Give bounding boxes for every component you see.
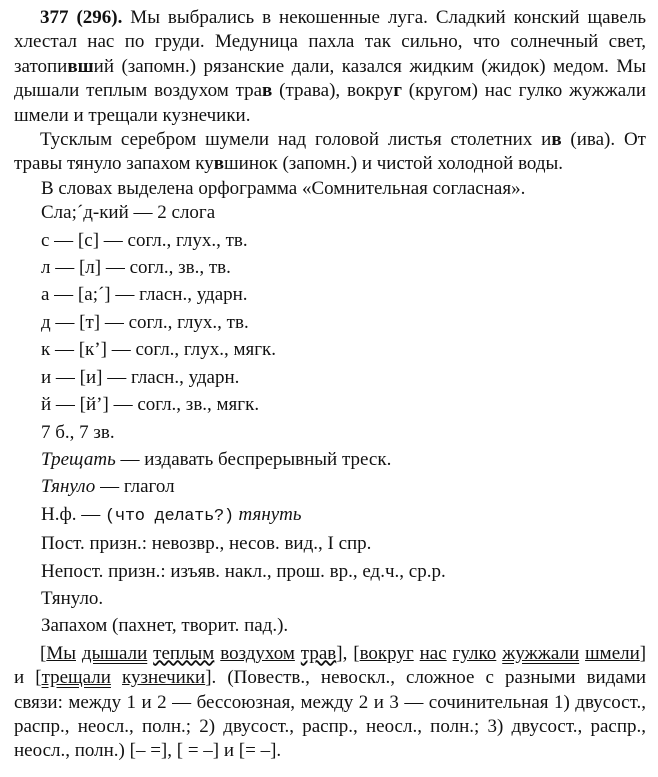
exercise-paragraph-1 [14, 6, 646, 128]
predicate: дышали [81, 642, 148, 664]
bracket: ] [639, 642, 647, 664]
exercise-paragraph-2 [14, 128, 646, 177]
part-of-speech: — глагол [95, 476, 175, 498]
phonetic-row: с — [с] — согл., глух., тв. [41, 229, 248, 251]
text-fragment: (ива). От травы тянуло запахом ку [14, 129, 646, 175]
highlighted-letters: в [213, 153, 225, 175]
morph-word: Тянуло [41, 476, 96, 498]
syntax-analysis [14, 642, 646, 764]
bracket: ] [205, 667, 212, 689]
phonetic-word: Сла;´д-кий — 2 слога [41, 202, 216, 224]
constant-signs: Пост. призн.: невозвр., несов. вид., I спр. [41, 533, 372, 555]
attribute: теплым [153, 642, 215, 664]
initial-form-label: Н.ф. — [41, 503, 106, 525]
noun-note: Запахом (пахнет, творит. пад.). [41, 615, 289, 637]
text-fragment: Тусклым серебром шумели над головой листья столетних и [40, 129, 552, 151]
phonetic-row: а — [а;´] — гласн., ударн. [41, 284, 248, 306]
defined-word: Трещать [41, 448, 116, 470]
exercise-number: 377 (296). [40, 7, 123, 28]
adverbial: вокруг [359, 642, 414, 664]
initial-form-question: (что делать?) [105, 506, 234, 526]
highlighted-letters: в [262, 80, 273, 102]
bracket: [ [40, 642, 47, 664]
syntactic-role: Тянуло. [41, 587, 104, 609]
initial-form [14, 503, 646, 529]
bracket: [ [35, 667, 42, 689]
highlighted-letters: в [551, 129, 562, 151]
subject: Мы [46, 642, 76, 664]
phonetic-row: л — [л] — согл., зв., тв. [41, 257, 231, 279]
adverbial: гулко [452, 642, 497, 664]
complement: воздухом [220, 642, 295, 664]
predicate: жужжали [502, 642, 580, 664]
variable-signs: Непост. призн.: изъяв. накл., прош. вр., ед.ч., ср.р. [41, 560, 446, 582]
subject: шмели [585, 642, 640, 664]
text-fragment: (кругом) нас гулко жужжали шмели и трещали кузнечики. [14, 80, 646, 126]
phonetic-row: и — [и] — гласн., ударн. [41, 366, 240, 388]
phonetic-totals: 7 б., 7 зв. [41, 421, 115, 443]
text-fragment: шинок (запомн.) и чистой холодной воды. [224, 153, 564, 175]
highlighted-letters: г [393, 80, 402, 102]
bracket: ], [336, 642, 354, 664]
attribute: трав [300, 642, 337, 664]
adverbial: нас [419, 642, 447, 664]
definition-line [14, 448, 646, 472]
morph-heading [14, 475, 646, 499]
initial-form-word: тянуть [233, 503, 302, 525]
bracket: [ [353, 642, 360, 664]
syntax-description: . (Повеств., невоскл., сложное с разными видами связи: между 1 и 2 — бессоюзная, между 2 и 3 — сочинительная 1) двусост., распр., неосл., полн.; 2) двусост., распр., неосл., полн.; 3) двусост., распр., неосл., полн.) [– =], [ = –] и [= –]. [14, 667, 647, 762]
text-fragment: (трава), вокру [272, 80, 394, 102]
definition-text: — издавать беспрерывный треск. [115, 448, 392, 470]
text-fragment: Мы выбрались в некошенные луга. Сладкий конский щавель хлестал нас по груди. Медуница пахла так сильно, что солнечный свет, затопи [14, 7, 646, 77]
space [111, 667, 122, 688]
highlighted-letters: вш [67, 55, 94, 77]
phonetic-row: д — [т] — согл., глух., тв. [41, 311, 249, 333]
text-fragment: ий (запомн.) рязанские дали, казался жидким (жидок) медом. Мы дышали теплым воздухом тра [14, 55, 646, 102]
conjunction: и [14, 667, 36, 689]
analysis-intro: В словах выделена орфограмма «Сомнительная согласная». [41, 177, 526, 199]
predicate: трещали [41, 667, 111, 689]
phonetic-row: й — [й’] — согл., зв., мягк. [41, 394, 260, 416]
subject: кузнечики [121, 667, 206, 689]
phonetic-row: к — [к’] — согл., глух., мягк. [41, 339, 277, 361]
